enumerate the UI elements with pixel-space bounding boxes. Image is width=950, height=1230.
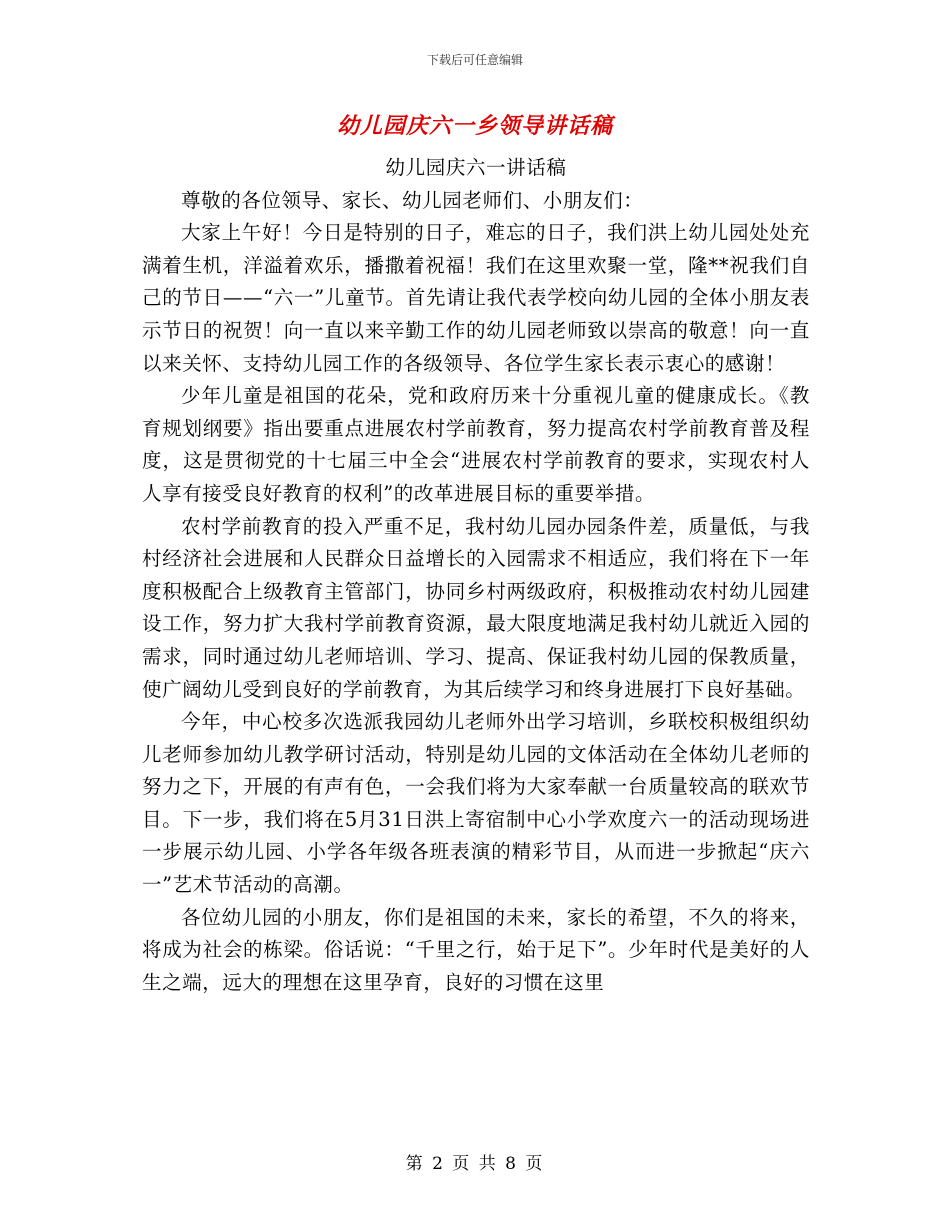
paragraph: 少年儿童是祖国的花朵，党和政府历来十分重视儿童的健康成长。《教育规划纲要》指出要重点进展农村学前教育，努力提高农村学前教育普及程度，这是贯彻党的十七届三中全会“进展农村学前教育的要求，实现农村人人享有接受良好教育的权利”的改革进展目标的重要举措。 (142, 384, 810, 505)
document-subtitle: 幼儿园庆六一讲话稿 (385, 156, 567, 179)
paragraph: 各位幼儿园的小朋友，你们是祖国的未来，家长的希望，不久的将来，将成为社会的栋梁。俗话说：“千里之行，始于足下”。少年时代是美好的人生之端，远大的理想在这里孕育，良好的习惯在这里 (142, 905, 810, 994)
salutation: 尊敬的各位领导、家长、幼儿园老师们、小朋友们： (181, 188, 644, 212)
paragraph: 今年，中心校多次选派我园幼儿老师外出学习培训，乡联校积极组织幼儿老师参加幼儿教学研讨活动，特别是幼儿园的文体活动在全体幼儿老师的努力之下，开展的有声有色，一会我们将为大家奉献一台质量较高的联欢节目。下一步，我们将在5月31日洪上寄宿制中心小学欢度六一的活动现场进一步展示幼儿园、小学各年级各班表演的精彩节目，从而进一步掀起“庆六一”艺术节活动的高潮。 (142, 710, 810, 897)
paragraph: 农村学前教育的投入严重不足，我村幼儿园办园条件差，质量低，与我村经济社会进展和人民群众日益增长的入园需求不相适应，我们将在下一年度积极配合上级教育主管部门，协同乡村两级政府，积极推动农村幼儿园建设工作，努力扩大我村学前教育资源，最大限度地满足我村幼儿就近入园的需求，同时通过幼儿老师培训、学习、提高、保证我村幼儿园的保教质量，使广阔幼儿受到良好的学前教育，为其后续学习和终身进展打下良好基础。 (142, 514, 810, 701)
document-title: 幼儿园庆六一乡领导讲话稿 (336, 114, 613, 139)
page-number-footer: 第 2 页 共 8 页 (405, 1154, 545, 1174)
paragraph: 大家上午好！今日是特别的日子，难忘的日子，我们洪上幼儿园处处充满着生机，洋溢着欢乐，播撒着祝福！我们在这里欢聚一堂，隆**祝我们自己的节日——“六一”儿童节。首先请让我代表学校向幼儿园的全体小朋友表示节日的祝贺！向一直以来辛勤工作的幼儿园老师致以崇高的敬意！向一直以来关怀、支持幼儿园工作的各级领导、各位学生家长表示衷心的感谢！ (142, 221, 810, 375)
header-note: 下载后可任意编辑 (426, 53, 523, 67)
document-body (142, 152, 810, 999)
